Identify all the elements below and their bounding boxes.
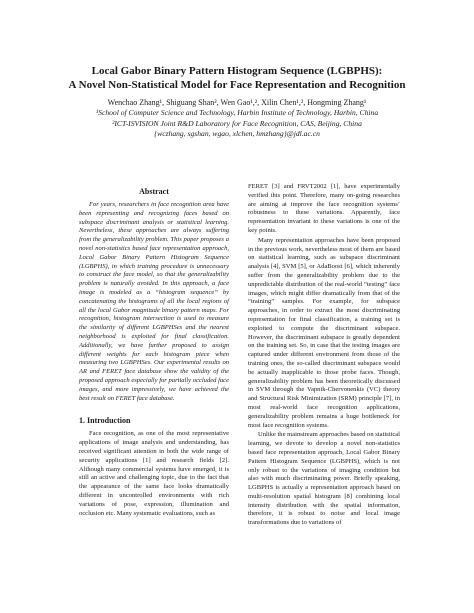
title-line-2: A Novel Non-Statistical Model for Face Representation and Recognition: [68, 79, 406, 91]
abstract-text: For years, researchers in face recognition area have been representing and recognizing faces based on subspace discriminant analysis or statistical learning. Nevertheless, these approaches are always suffering from the generalizability problem. This paper proposes a novel non-statistics based face representation approach, Local Gabor Binary Pattern Histogram Sequence (LGBPHS), in which training procedure is unnecessary to construct the face model, so that the generalizability problem is naturally avoided. In this approach, a face image is modeled as a “histogram sequence” by concatenating the histograms of all the local regions of all the local Gabor magnitude binary pattern maps. For recognition, histogram intersection is used to measure the similarity of different LGBPHSes and the nearest neighborhood is exploited for final classification. Additionally, we have further proposed to assign different weights for each histogram piece when measuring two LGBPHSes. Our experimental results on AR and FERET face database show the validity of the proposed approach especially for partially occluded face images, and more impressively, we have achieved the best result on FERET face database.: [79, 201, 229, 402]
paper-title: [0, 64, 474, 92]
left-column: [79, 186, 229, 519]
body-paragraph-3: Unlike the mainstream approaches based on statistical learning, we devote to develop a novel non-statistics based face representation approach, Local Gabor Binary Pattern Histogram Sequence (LGBPHS), which is not only robust to the variations of imaging condition but also with much discriminating power. Briefly speaking, LGBPHS is actually a representation approach based on multi-resolution spatial histogram [8] combining local intensity distribution with the spatial information, therefore, it is robust to noise and local image transformations due to variations of: [248, 431, 400, 527]
intro-paragraph-1: Face recognition, as one of the most representative applications of image analysis and understanding, has received significant attention in both the wide range of security applications [1] and research fields [2]. Although many commercial systems have emerged, it is still an active and challenging topic, due to the fact that the appearance of the same face looks dramatically different in uncontrolled environments with rich variations of pose, expression, illumination and occlusion etc. Many systematic evaluations, such as: [79, 430, 229, 517]
author-emails: {wczhang, sgshan, wgao, xlchen, hmzhang}@jdl.ac.cn: [154, 129, 320, 138]
affiliation-1: ¹School of Computer Science and Technology, Harbin Institute of Technology, Harbin, China: [95, 108, 379, 117]
affiliation-2: ²ICT-ISVISION Joint R&D Laboratory for Face Recognition, CAS, Beijing, China: [112, 118, 362, 128]
title-block: [0, 64, 474, 140]
right-column: [248, 183, 400, 529]
title-line-1: Local Gabor Binary Pattern Histogram Sequence (LGBPHS):: [91, 65, 383, 77]
section-heading-introduction: 1. Introduction: [79, 416, 131, 426]
author-list: Wenchao Zhang¹, Shiguang Shan², Wen Gao¹,², Xilin Chen¹,², Hongming Zhang¹: [107, 98, 367, 107]
abstract-heading: Abstract: [139, 187, 169, 196]
body-paragraph-2: Many representation approaches have been proposed in the previous work, nevertheless most of them are based on statistical learning, such as subspace discriminant analysis [4], SVM [5], or AdaBoost [6], which inherently suffer from the generalizability problem due to the unpredictable distribution of the real-world “testing” face images, which might differ dramatically from that of the “training” samples. For example, for subspace approaches, in order to extract the most discriminating representation for final classification, a training set is exploited to compute the discriminant subspace. However, the discriminant subspace is greatly dependent on the training set. So, in case that the testing images are captured under different environment from those of the training ones, the so-called discriminant subspace would be actually inapplicable to those probe faces. Though, generalizability problem has been theoretically discussed in SVM through the Vapnik-Chervonenkis (VC) theory and Structural Risk Minimization (SRM) principle [7], in most real-world face recognition applications, generalizability problem remains a huge bottleneck for most face recognition systems.: [248, 236, 400, 429]
body-paragraph-continued: FERET [3] and FRVT2002 [1], have experimentally verified this point. Therefore, many on-going researches are aiming at improve the face recognition systems’ robustness to these variations. Apparently, face representation invariant to these variations is one of the key points.: [248, 183, 400, 234]
